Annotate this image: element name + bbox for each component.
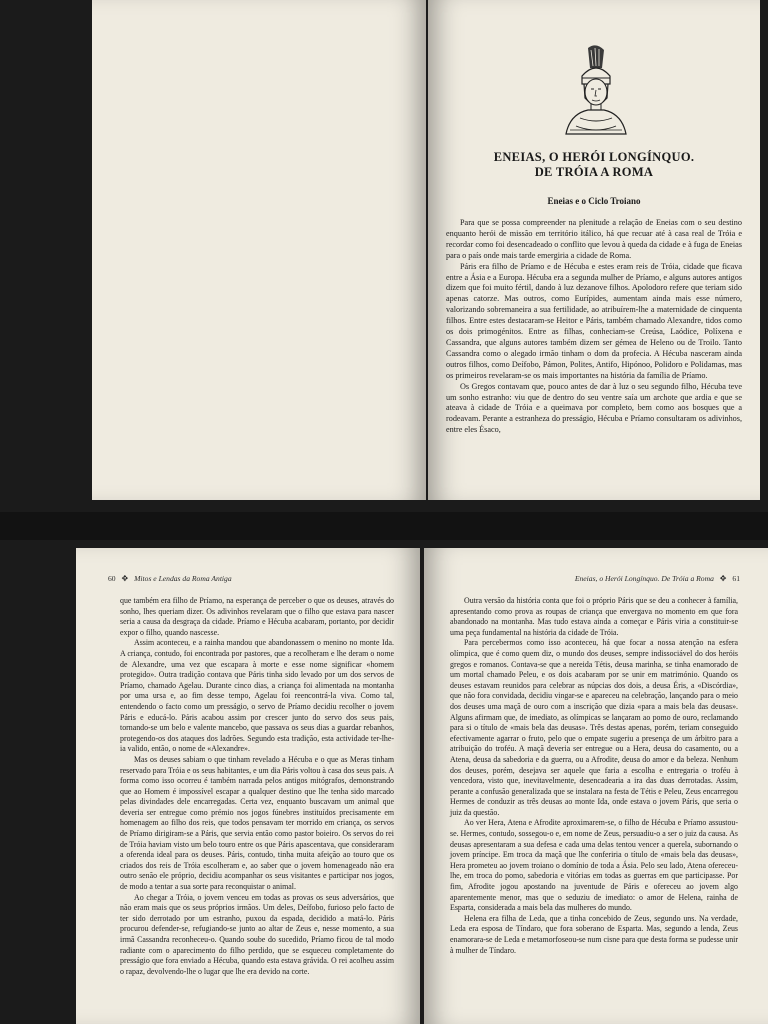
chapter-title-line-1: ENEIAS, O HERÓI LONGÍNQUO. — [493, 150, 695, 164]
paragraph: Outra versão da história conta que foi o próprio Páris que se deu a conhecer à família, apresentando como prova as roupas de criança que envergava no momento em que fora abandonado na montanha. Mas tudo estava ainda a começar e Páris viria a constituir-se uma peça fundamental na história da cidade de Tróia. — [450, 596, 738, 637]
running-head-right — [575, 574, 740, 583]
paragraph: Páris era filho de Príamo e de Hécuba e estes eram reis de Tróia, cidade que ficava entre a Ásia e a Europa. Hécuba era a segunda mulher de Príamo, e alguns autores antigos dizem que foi muito fértil, dando à luz dezanove filhos. Apolodoro refere que teriam sido apenas catorze. Mas outros, como Eurípides, aumentam ainda mais esse número, valorizando sobremaneira a sua fertilidade, ao atribuírem-lhe a maternidade de cinquenta filhos. Entre estes destacaram-se Heitor e Páris, também chamado Alexandre, tidos como os dois primogénitos. Entre as filhas, conheciam-se Creúsa, Laódice, Políxena e Cassandra, que alguns autores também dizem ser gémea de Heleno ou de Troilo. Tanto Cassandra como o alegado irmão tinham o dom da profecia. A Hécuba nasceram ainda outros filhos, como Deífobo, Pámon, Polites, Antifo, Hipónoo, Polidoro e Polidamas, mas os primeiros revelaram-se os mais importantes na história da família de Príamo. — [446, 261, 742, 380]
paragraph: Mas os deuses sabiam o que tinham revelado a Hécuba e o que as Meras tinham reservado para Tróia e os seus habitantes, e um dia Páris voltou à casa dos seus pais. A forma como isso ocorreu é também narrada pelos antigos mitógrafos, demonstrando que ao Homem é impossível escapar a qualquer destino que lhe tenha sido marcado pelas divindades dele encarregadas. Certa vez, enquanto buscavam um animal que deveria ser entregue como prémio nos jogos fúnebres instituídos precisamente em homenagem ao filho dos reis, que todos pensavam ter morrido em criança, os servos de Príamo dirigiram-se a Páris, que servia então como pastor boieiro. Os servos do rei de Tróia haviam visto um belo touro entre os que Páris apascentava, que consideraram a oferenda ideal para os deuses. Páris, contudo, tinha muita afeição ao touro que os criados dos reis de Tróia escolheram e, ao saber que o jovem homenageado não era outro senão ele próprio, decidiu acompanhar os seus visitantes e participar nos jogos, de modo a tentar a sua sorte para reconquistar o animal. — [120, 754, 394, 892]
left-page-60 — [76, 548, 420, 1024]
ornament-icon: ✥ — [121, 574, 129, 583]
paragraph: Ao ver Hera, Atena e Afrodite aproximarem-se, o filho de Hécuba e Príamo assustou-se. Hermes, contudo, sossegou-o e, em nome de Zeus, persuadiu-o a ser o juiz da causa. As deusas apresentaram a sua defesa e cada uma delas tentou vencer a querela, subornando o jovem príncipe. Em troca da maçã que lhe conferiria o título de «mais bela das deusas», Hera prometeu ao jovem troiano o domínio de toda a Ásia. Pelo seu lado, Atena ofereceu-lhe, em troca do pomo, sabedoria e vitórias em todas as guerras em que participasse. Por fim, Afrodite jogou apostando na juventude de Páris e ofereceu ao jovem algo aparentemente menor, mas que o seduziu de imediato: o amor de Helena, rainha de Esparta, considerada a mais bela das mulheres do mundo. — [450, 818, 738, 913]
chapter-body-text — [446, 218, 742, 436]
page-body-text — [120, 596, 394, 977]
paragraph: Helena era filha de Leda, que a tinha concebido de Zeus, segundo uns. Na verdade, Leda era esposa de Tíndaro, que fora soberano de Esparta. Mas, segundo a lenda, Zeus enamorara-se de Leda e metamorfoseou-se num cisne para que desta forma se pudesse unir à mulher de Tíndaro. — [450, 913, 738, 955]
paragraph: que também era filho de Príamo, na esperança de perceber o que os deuses, através do sonho, lhes queriam dizer. Os adivinhos revelaram que o filho que estava para nascer seria a causa da desgraça da cidade. Príamo e Hécuba acabaram, portanto, por decidir expor o filho, quando nascesse. — [120, 596, 394, 637]
page-number: 61 — [732, 574, 740, 583]
right-page-61 — [424, 548, 768, 1024]
ornament-icon: ✥ — [719, 574, 727, 583]
paragraph: Assim aconteceu, e a rainha mandou que abandonassem o menino no monte Ida. A criança, contudo, foi encontrada por pastores, que a recolheram e lhe deram o nome de Alexandre, uma vez que escapara à morte e esse nome significar «homem protegido». Outra tradição contava que Páris tinha sido levado por um dos servos de Príamo, chamado Agelau. Durante cinco dias, a criança foi alimentada na montanha por uma ursa e, ao fim desse tempo, Agelau foi reencontrá-la viva. Como tal, entendendo o facto como um presságio, o servo de Príamo decidiu recolher o jovem Páris e educá-lo. Páris acabou assim por crescer junto do servo dos seus pais, tornando-se um belo e valente mancebo, que passava os seus dias a guardar rebanhos, protegendo-os dos ataques dos ladrões. Segundo esta tradição, esta actividade ter-lhe-ia valido, então, o nome de «Alexandre». — [120, 638, 394, 754]
section-title: Eneias e o Ciclo Troiano — [547, 196, 641, 206]
page-body-text — [450, 596, 738, 956]
paragraph: Os Gregos contavam que, pouco antes de dar à luz o seu segundo filho, Hécuba teve um sonho estranho: viu que de dentro do seu ventre saía um archote que ardia e que se ateava à cidade de Tróia e a queimava por completo, bem como aos bosques que a rodeavam. Perante a estranheza do presságio, Hécuba e Príamo consultaram os adivinhos, entre eles Ésaco, — [446, 381, 742, 435]
running-head-left — [108, 574, 232, 583]
chapter-opening-page — [428, 0, 760, 500]
paragraph: Para que se possa compreender na plenitude a relação de Eneias com o seu destino enquanto herói de missão em território itálico, há que recuar até à casa real de Tróia e recordar como foi desencadeado o conflito que levou à queda da cidade e à fuga de Eneias para o país onde mais tarde emergiria a cidade de Roma. — [446, 218, 742, 260]
paragraph: Ao chegar a Tróia, o jovem venceu em todas as provas os seus adversários, que não eram mais que os seus próprios irmãos. Um deles, Deífobo, furioso pelo facto de ter sido derrotado por um estranho, puxou da espada, decidido a matá-lo. Páris procurou defender-se, refugiando-se junto ao altar de Zeus e, nesse momento, a sua irmã Cassandra reconheceu-o. Quando soube do sucedido, Príamo ficou de tal modo radiante com o aparecimento do filho perdido, que se esqueceu completamente do presságio que fora enviado a Hécuba, quando esta estava grávida. O rei acolheu assim o rapaz, devolvendo-lhe o lugar que lhe era devido na corte. — [120, 892, 394, 976]
blank-left-page — [92, 0, 426, 500]
paragraph: Para percebermos como isso aconteceu, há que focar a nossa atenção na esfera olímpica, que é como quem diz, o mundo dos deuses, sempre indissociável do dos heróis gregos e romanos. Contava-se que a nereida Tétis, deusa marinha, se tinha enamorado de um mortal chamado Peleu, e os dois acabaram por se unir em matrimónio. Quando os deuses estavam reunidos para celebrar as núpcias dos dois, a deusa Éris, a «Discórdia», que não fora convidada, decidiu vingar-se e apareceu na celebração, lançando para o meio dos deuses uma maçã de ouro com a inscrição que dizia «para a mais bela das deusas». Alguns afirmam que, de imediato, as olímpicas se lançaram ao pomo de ouro, reclamando para si o título de «mais bela das deusas». Três destas apenas, porém, teriam conseguido efectivamente agarrar o fruto, pelo que o empate sugeriu a presença de um árbitro para a atribuição do troféu. A maçã deveria ser entregue ou a Hera, deusa do casamento, ou a Atena, deusa da sabedoria e da guerra, ou a Afrodite, deusa do amor e da beleza. Nenhum dos deuses, porém, desejava ser aquele que faria a escolha e entregaria o troféu à vencedora, visto que, inevitavelmente, desencadearia a ira das duas derrotadas. Assim, perante a confusão generalizada que se instalara na festa de Tétis e Peleu, Zeus encarregou Hermes de conduzir as três deusas ao monte Ida, onde estava o jovem Páris, que seria o juiz da questão. — [450, 638, 738, 817]
chapter-title-line-2: DE TRÓIA A ROMA — [534, 165, 654, 179]
running-head-title: Eneias, o Herói Longínquo. De Tróia a Roma — [574, 574, 714, 583]
chapter-title — [428, 150, 760, 180]
roman-soldier-bust-illustration — [558, 44, 634, 138]
running-head-title: Mitos e Lendas da Roma Antiga — [134, 574, 232, 583]
bottom-book-spread — [0, 540, 768, 1024]
page-number: 60 — [108, 574, 116, 583]
